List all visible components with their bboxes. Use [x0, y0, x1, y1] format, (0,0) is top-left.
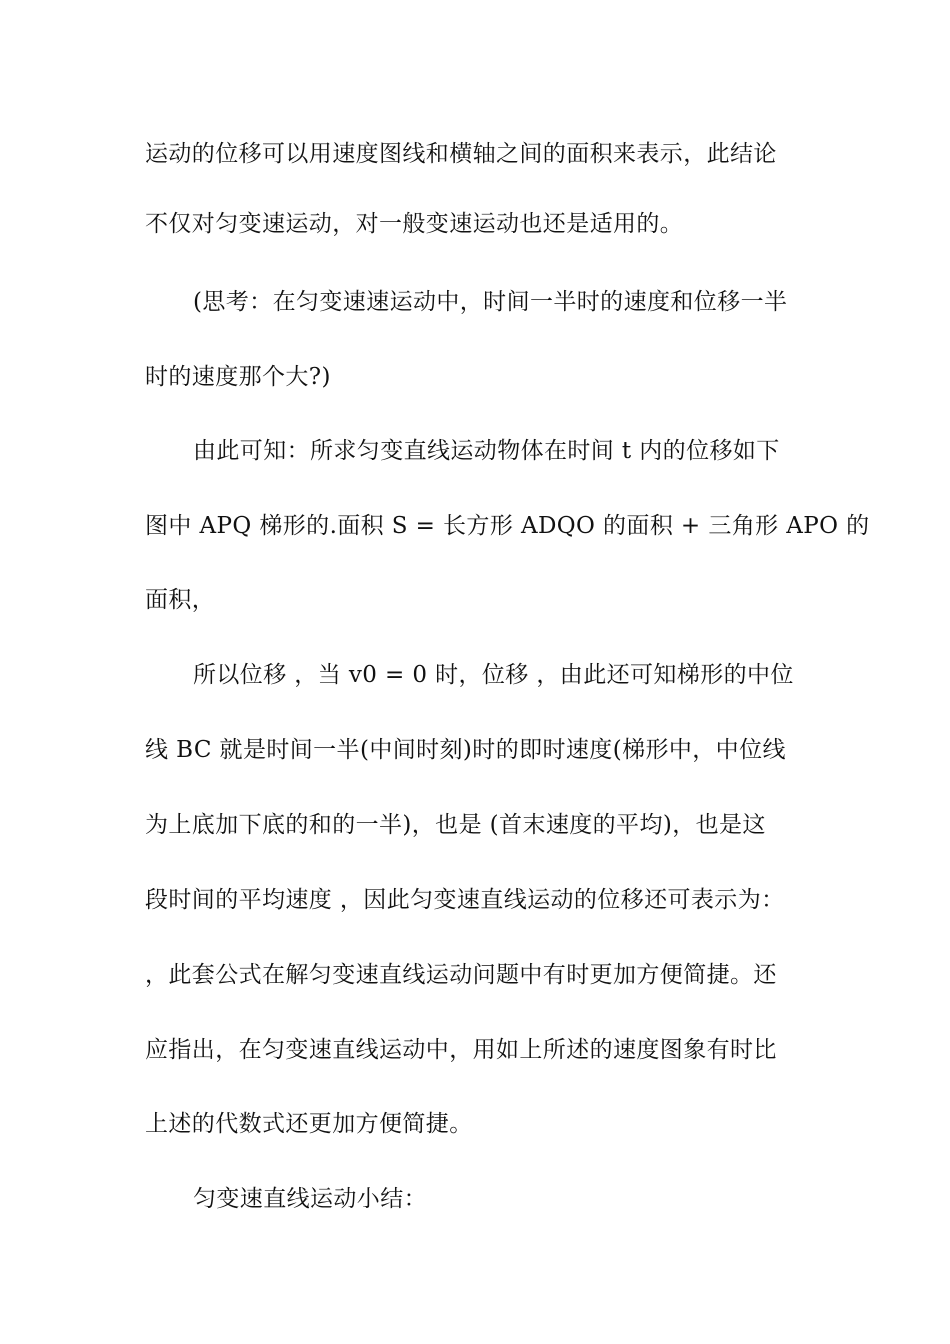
paragraph-line-5: 面积， [145, 587, 216, 613]
think-question-line-2: 时的速度那个大?) [145, 364, 331, 390]
paragraph-line-3: 由此可知：所求匀变直线运动物体在时间 t 内的位移如下 [193, 438, 780, 464]
think-question-line-1: (思考：在匀变速速运动中，时间一半时的速度和位移一半 [193, 289, 788, 315]
paragraph-line-10: ，此套公式在解匀变速直线运动问题中有时更加方便简捷。还 [145, 962, 777, 988]
section-heading-summary: 匀变速直线运动小结： [193, 1186, 427, 1212]
paragraph-line-8: 为上底加下底的和的一半)，也是 (首末速度的平均)，也是这 [145, 812, 766, 838]
paragraph-line-11: 应指出，在匀变速直线运动中，用如上所述的速度图象有时比 [145, 1037, 777, 1063]
paragraph-line-12: 上述的代数式还更加方便简捷。 [145, 1111, 473, 1137]
paragraph-line-1: 运动的位移可以用速度图线和横轴之间的面积来表示，此结论 [145, 141, 777, 167]
paragraph-line-7: 线 BC 就是时间一半(中间时刻)时的即时速度(梯形中，中位线 [145, 737, 786, 763]
paragraph-line-6: 所以位移 ，当 v0 = 0 时，位移 ，由此还可知梯形的中位 [193, 662, 794, 688]
paragraph-line-2: 不仅对匀变速运动，对一般变速运动也还是适用的。 [145, 211, 684, 237]
paragraph-line-4: 图中 APQ 梯形的.面积 S = 长方形 ADQO 的面积 + 三角形 APO 的 [145, 513, 870, 539]
paragraph-line-9: 段时间的平均速度 ，因此匀变速直线运动的位移还可表示为： [145, 887, 785, 913]
